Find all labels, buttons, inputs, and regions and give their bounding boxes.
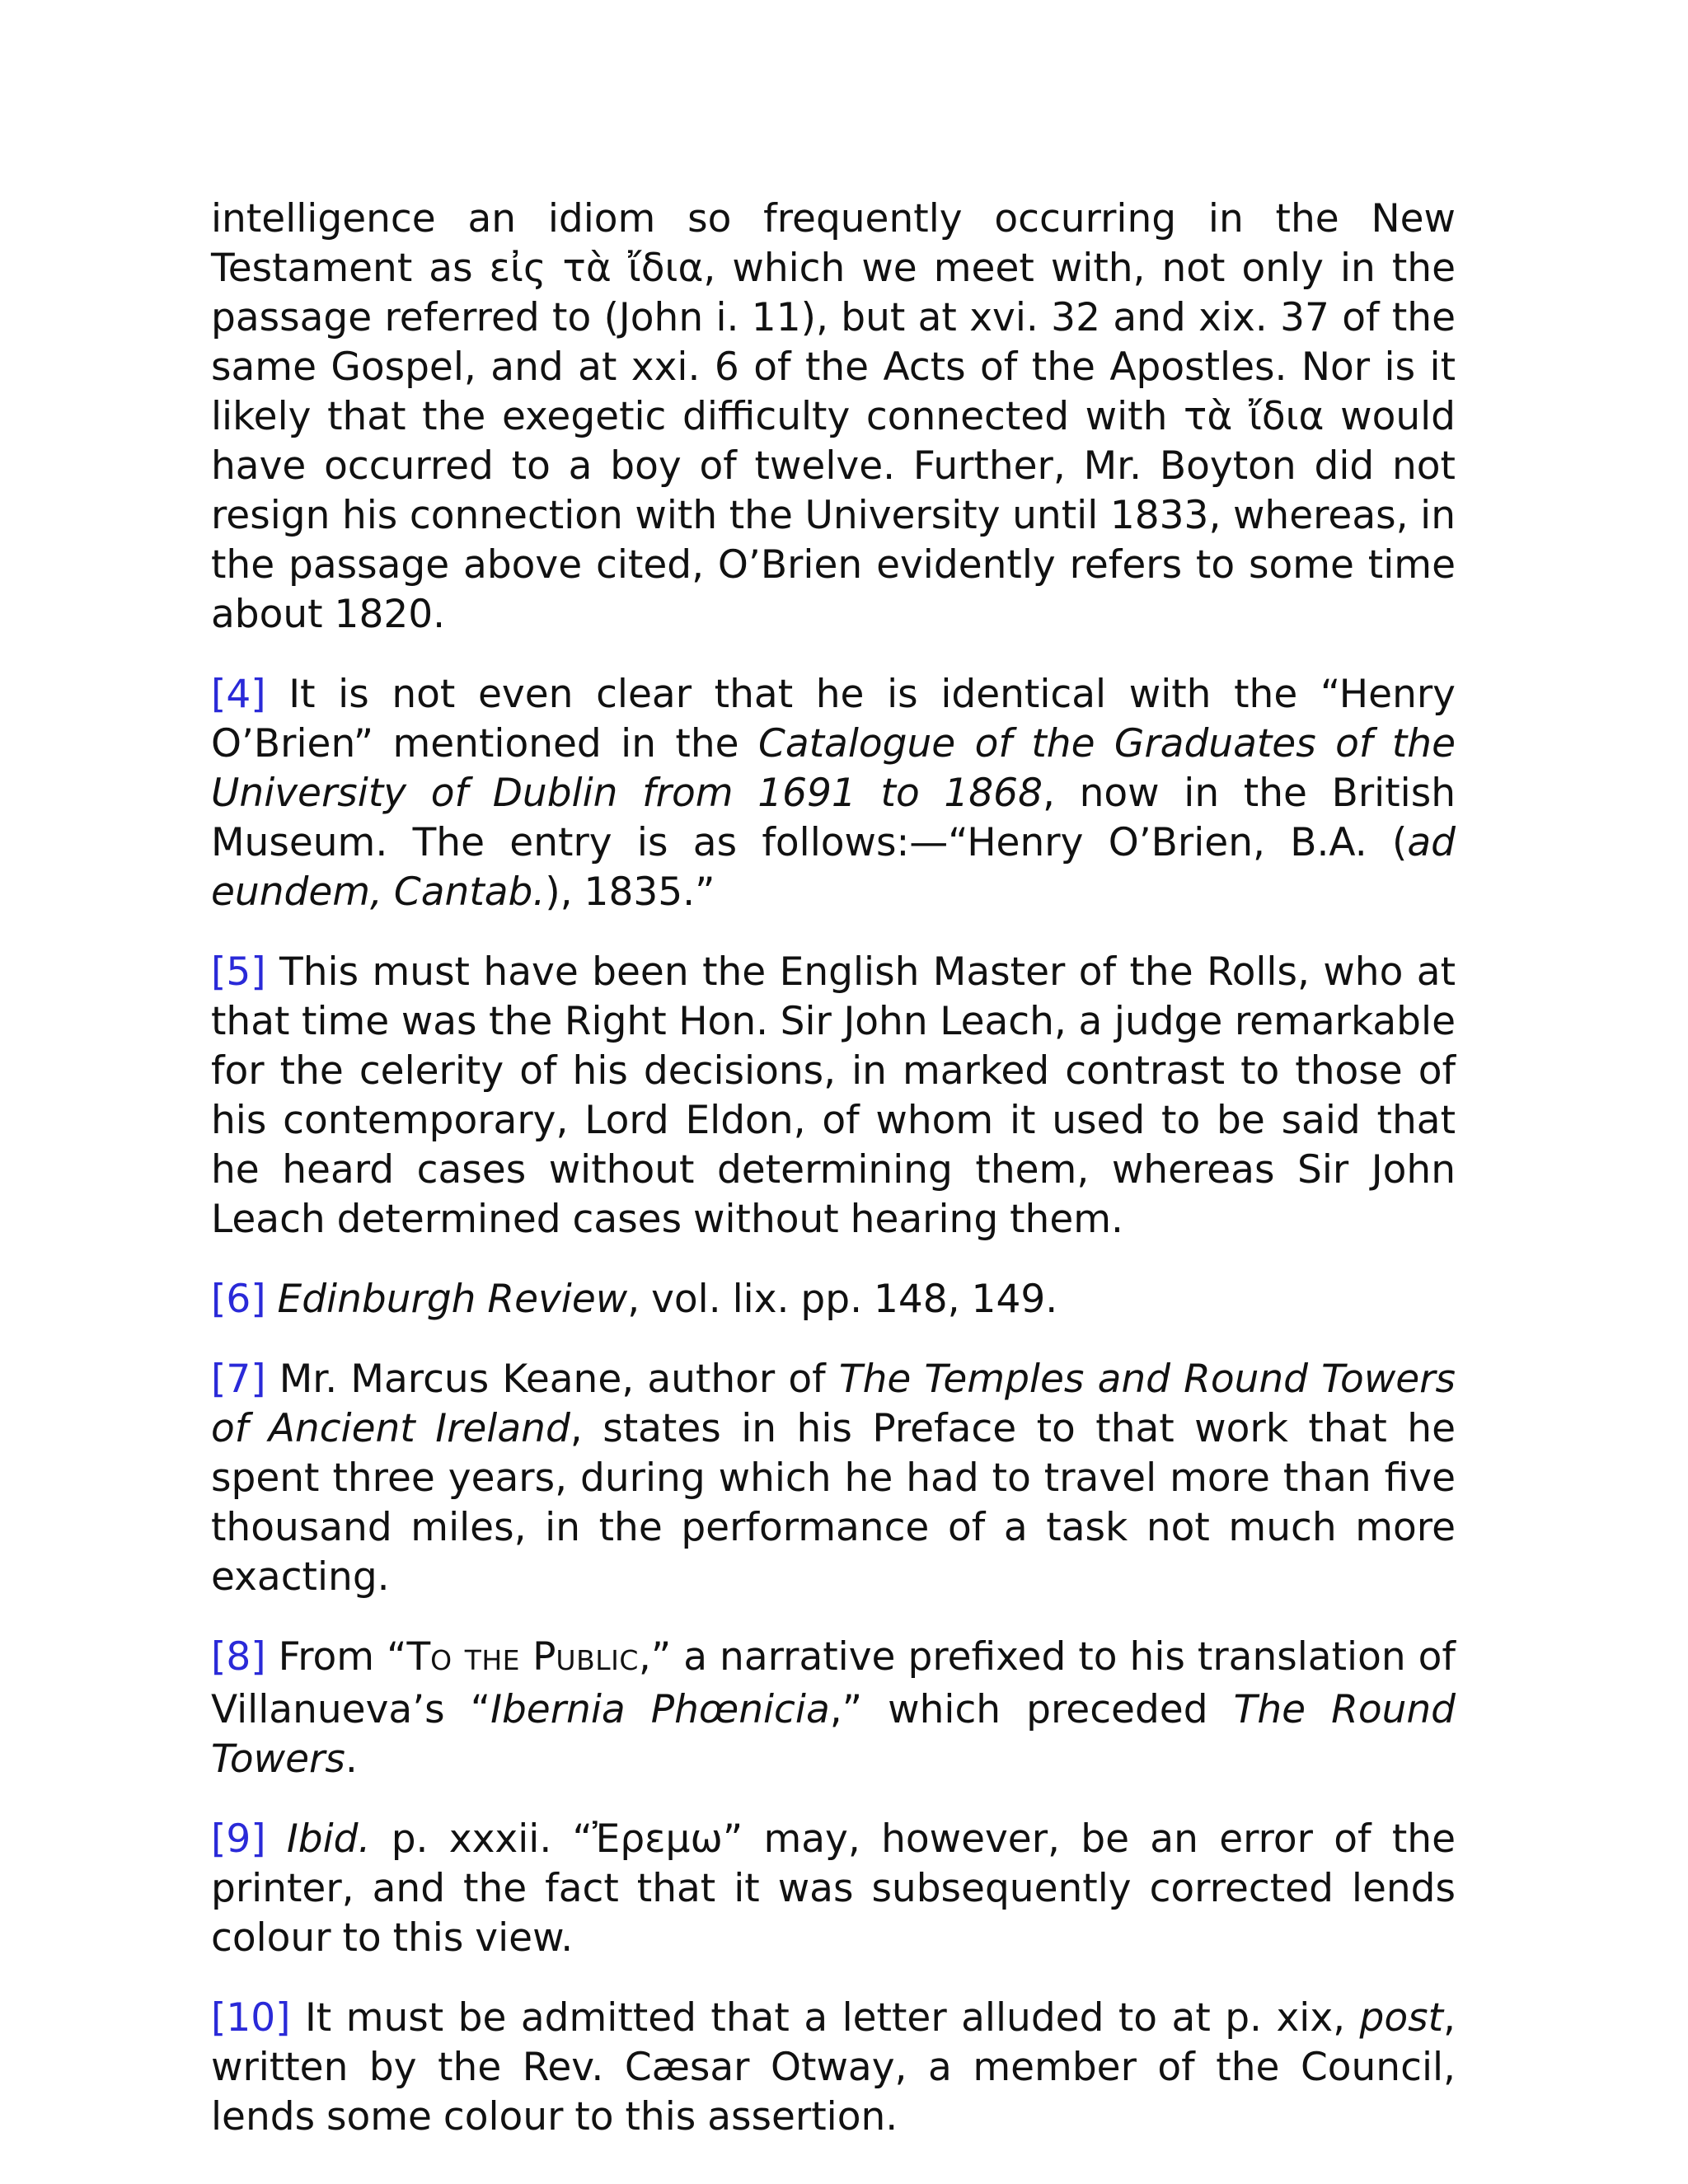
footnote-text: , vol. lix. pp. 148, 149. <box>627 1277 1058 1322</box>
italic-text: The Round Towers <box>211 1687 1456 1782</box>
italic-text: Catalogue of the Graduates of the University of Dublin from 1691 to 1868 <box>211 721 1456 816</box>
footnote-text: It must be admitted that a letter alluded to at p. xix, <box>290 1995 1360 2041</box>
italic-text: ad eundem, Cantab. <box>211 820 1456 915</box>
footnote-text: . <box>345 1736 358 1782</box>
footnote-text: , states in his Preface to that work that he spent three years, during which he had to travel more than five thousand miles, in the performance of a task not much more exacting. <box>211 1406 1456 1600</box>
footnote-paragraph <box>211 194 1456 640</box>
footnote-backlink[interactable]: [6] <box>211 1277 266 1322</box>
footnote-paragraph <box>211 1633 1456 1784</box>
footnote-backlink[interactable]: [9] <box>211 1816 266 1862</box>
footnote-backlink[interactable]: [7] <box>211 1357 266 1402</box>
italic-text: post <box>1359 1995 1444 2041</box>
footnote-backlink[interactable]: [4] <box>211 672 266 717</box>
footnote-paragraph <box>211 1275 1456 1324</box>
footnote-text: ,” a narrative prefixed to his translation of Villanueva’s “ <box>211 1634 1456 1732</box>
footnotes-page <box>211 194 1456 2172</box>
footnote-text: ,” which preceded <box>829 1687 1234 1732</box>
footnote-text: From “ <box>265 1634 407 1680</box>
footnote-backlink[interactable]: [5] <box>211 949 266 995</box>
footnote-backlink[interactable]: [10] <box>211 1995 291 2041</box>
footnote-text: It is not even clear that he is identical with the “Henry O’Brien” mentioned in the <box>211 672 1456 766</box>
footnote-paragraph <box>211 1994 1456 2142</box>
footnote-paragraph <box>211 670 1456 917</box>
footnote-text: , now in the British Museum. The entry is as follows:—“Henry O’Brien, B.A. ( <box>211 771 1456 865</box>
footnote-paragraph <box>211 1355 1456 1602</box>
italic-text: The Temples and Round Towers of Ancient Ireland <box>211 1357 1456 1451</box>
footnote-text: Mr. Marcus Keane, author of <box>265 1357 839 1402</box>
footnote-text: , written by the Rev. Cæsar Otway, a member of the Council, lends some colour to this assertion. <box>211 1995 1456 2139</box>
footnote-backlink[interactable]: [8] <box>211 1634 266 1680</box>
footnote-text: This must have been the English Master of the Rolls, who at that time was the Right Hon. Sir John Leach, a judge remarkable for the celerity of his decisions, in marked contrast to those of his contemporary, Lord Eldon, of whom it used to be said that he heard cases without determining them, whereas Sir John Leach determined cases without hearing them. <box>211 949 1456 1242</box>
footnote-text <box>266 1816 287 1862</box>
italic-text: Edinburgh Review <box>277 1277 628 1322</box>
footnote-text: p. xxxii. “Ἐρεμω” may, however, be an error of the printer, and the fact that it was subsequently corrected lends colour to this view. <box>211 1816 1456 1961</box>
small-caps-text: TO THE PUBLIC <box>406 1634 639 1680</box>
italic-text: Ibid. <box>286 1816 371 1862</box>
footnote-text <box>266 1277 278 1322</box>
footnote-text: intelligence an idiom so frequently occurring in the New Testament as εἰς τὰ ἴδια, which we meet with, not only in the passage referred to (John i. 11), but at xvi. 32 and xix. 37 of the same Gospel, and at xxi. 6 of the Acts of the Apostles. Nor is it likely that the exegetic difficulty connected with τὰ ἴδια would have occurred to a boy of twelve. Further, Mr. Boyton did not resign his connection with the University until 1833, whereas, in the passage above cited, O’Brien evidently refers to some time about 1820. <box>211 196 1456 637</box>
footnote-paragraph <box>211 1815 1456 1963</box>
footnote-paragraph <box>211 948 1456 1244</box>
footnote-text: ), 1835.” <box>545 869 715 915</box>
italic-text: Ibernia Phœnicia <box>490 1687 830 1732</box>
